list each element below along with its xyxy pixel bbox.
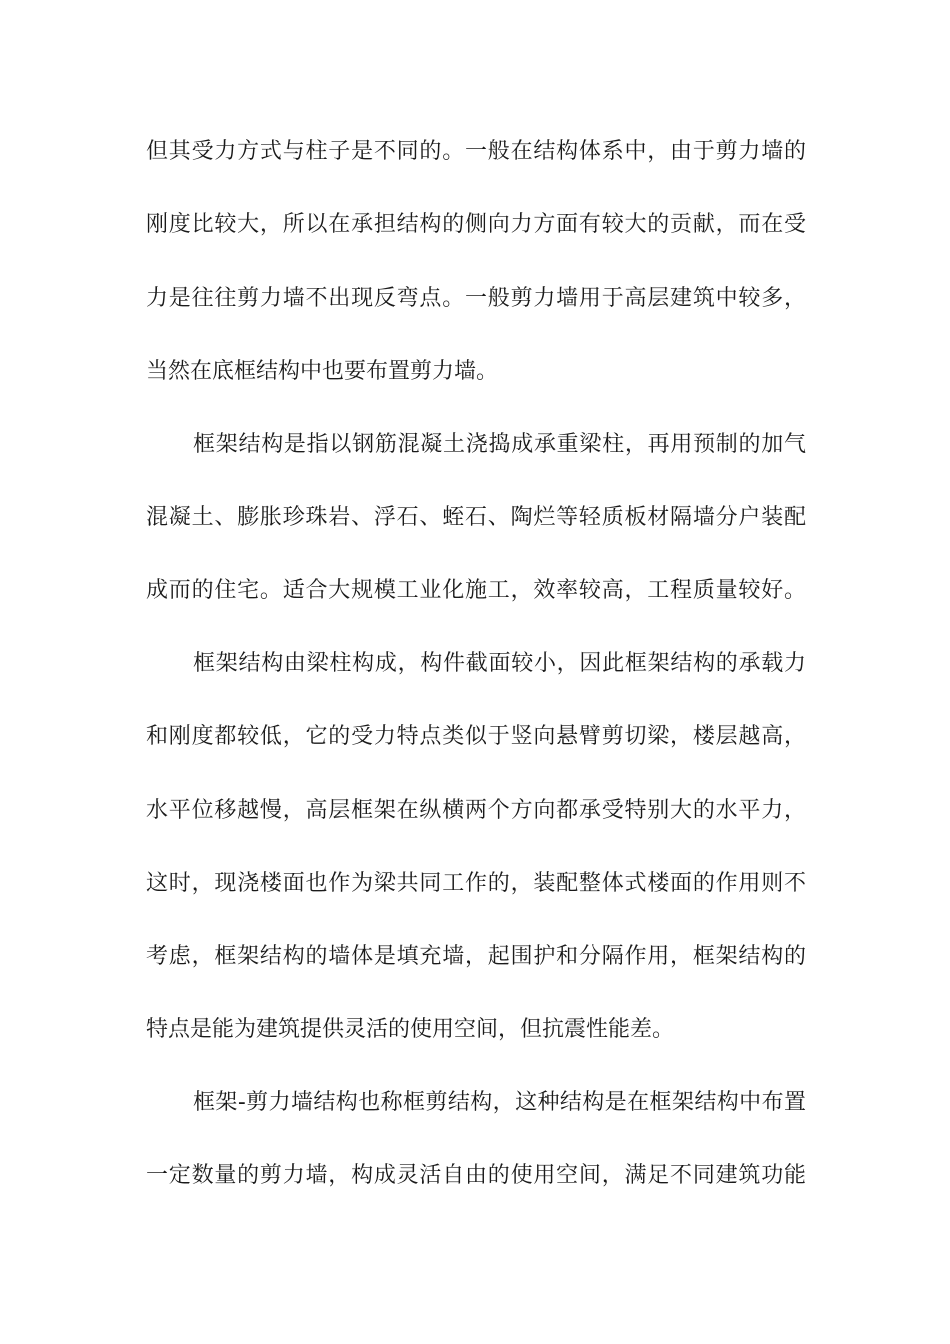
text-line: 成而的住宅。适合大规模工业化施工，效率较高，工程质量较好。 (146, 578, 806, 603)
text-line: 一定数量的剪力墙，构成灵活自由的使用空间，满足不同建筑功能 (146, 1163, 806, 1188)
text-line: 刚度比较大，所以在承担结构的侧向力方面有较大的贡献，而在受 (146, 212, 806, 237)
paragraph-first-line: 框架-剪力墙结构也称框剪结构，这种结构是在框架结构中布置 (193, 1090, 806, 1115)
paragraph-first-line: 框架结构是指以钢筋混凝土浇捣成承重梁柱，再用预制的加气 (193, 432, 806, 457)
text-line: 考虑，框架结构的墙体是填充墙，起围护和分隔作用，框架结构的 (146, 944, 806, 969)
text-line: 混凝土、膨胀珍珠岩、浮石、蛭石、陶烂等轻质板材隔墙分户装配 (146, 505, 806, 530)
paragraph-first-line: 框架结构由梁柱构成，构件截面较小，因此框架结构的承载力 (193, 651, 806, 676)
text-line: 特点是能为建筑提供灵活的使用空间，但抗震性能差。 (146, 1017, 675, 1042)
text-line: 和刚度都较低，它的受力特点类似于竖向悬臂剪切梁，楼层越高， (146, 724, 806, 749)
text-line: 水平位移越慢，高层框架在纵横两个方向都承受特别大的水平力， (146, 798, 806, 823)
text-line: 这时，现浇楼面也作为梁共同工作的，装配整体式楼面的作用则不 (146, 871, 806, 896)
text-line: 力是往往剪力墙不出现反弯点。一般剪力墙用于高层建筑中较多， (146, 286, 806, 311)
text-line: 当然在底框结构中也要布置剪力墙。 (146, 359, 499, 384)
text-line: 但其受力方式与柱子是不同的。一般在结构体系中，由于剪力墙的 (146, 139, 806, 164)
